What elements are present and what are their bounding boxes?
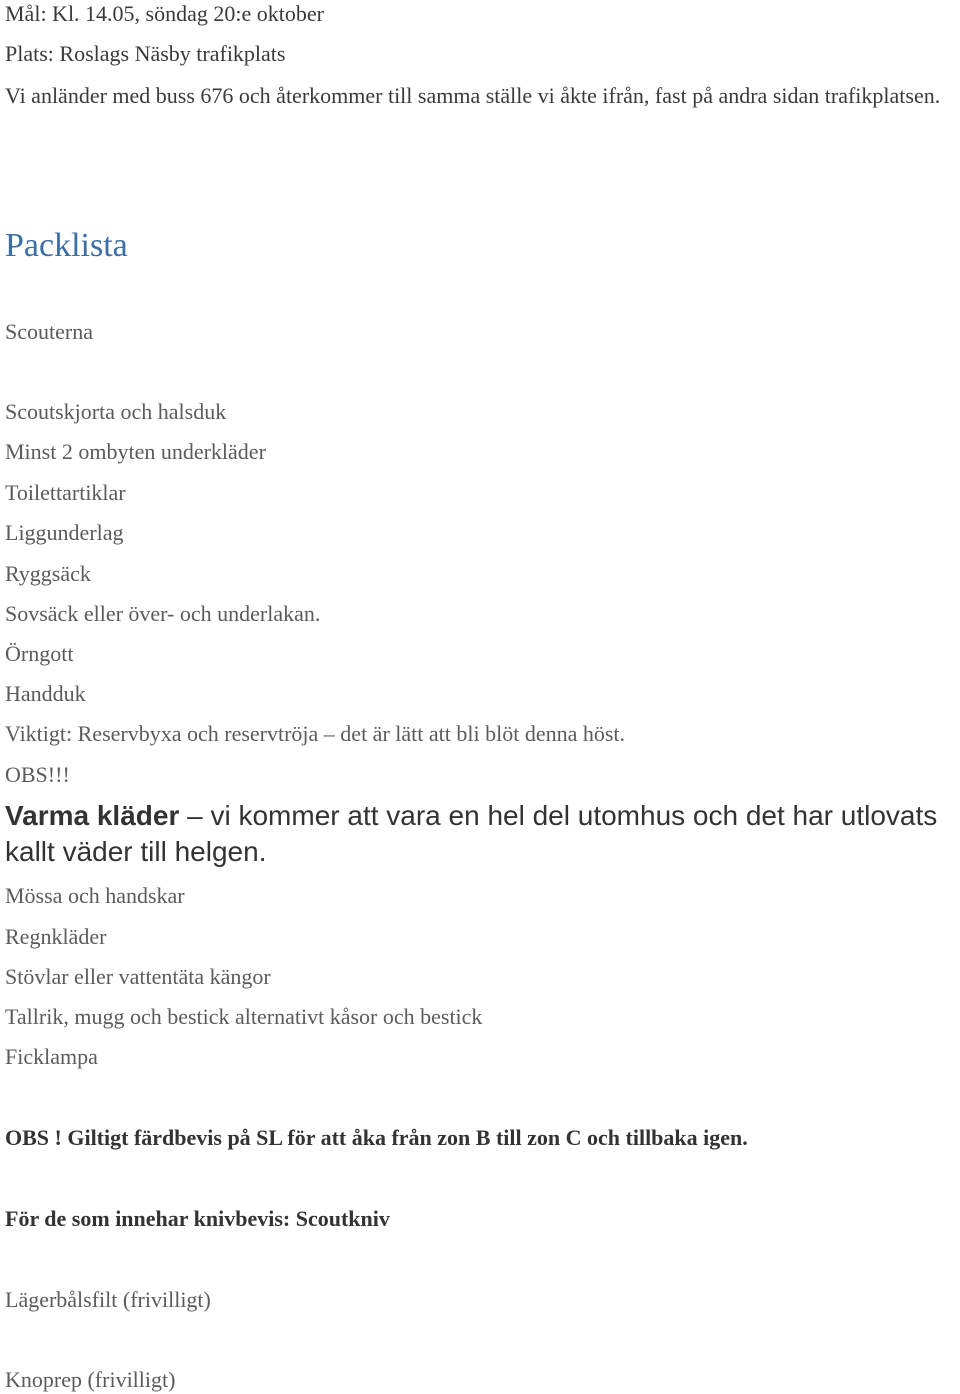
list-item: Tallrik, mugg och bestick alternativt kåsor och bestick [5, 1004, 483, 1029]
knife-note: För de som innehar knivbevis: Scoutkniv [5, 1206, 390, 1231]
list-item: Sovsäck eller över- och underlakan. [5, 601, 321, 626]
list-item: Toilettartiklar [5, 480, 126, 505]
list-item: Lägerbålsfilt (frivilligt) [5, 1287, 211, 1312]
list-item: Mössa och handskar [5, 883, 185, 908]
list-item: Scoutskjorta och halsduk [5, 399, 227, 424]
list-item: Ficklampa [5, 1044, 98, 1069]
list-item: Knoprep (frivilligt) [5, 1367, 176, 1392]
arrival-paragraph: Vi anländer med buss 676 och återkommer till samma ställe vi åkte ifrån, fast på andra sidan trafikplatsen. [5, 83, 941, 108]
page-title: Packlista [5, 227, 128, 264]
warm-clothes-text: – vi kommer att vara en hel del utomhus och det har utlovats kallt väder till helgen. [5, 800, 938, 867]
list-item: Minst 2 ombyten underkläder [5, 439, 266, 464]
section-subtitle: Scouterna [5, 319, 93, 344]
obs-label: OBS!!! [5, 762, 70, 787]
ticket-note: OBS ! Giltigt färdbevis på SL för att åka från zon B till zon C och tillbaka igen. [5, 1125, 748, 1150]
warm-clothes-emphasis: Varma kläder [5, 800, 180, 831]
goal-line: Mål: Kl. 14.05, söndag 20:e oktober [5, 1, 324, 26]
important-note: Viktigt: Reservbyxa och reservtröja – det är lätt att bli blöt denna höst. [5, 721, 626, 746]
list-item: Regnkläder [5, 924, 107, 949]
warm-clothes-paragraph [5, 798, 955, 870]
list-item: Stövlar eller vattentäta kängor [5, 964, 271, 989]
place-line: Plats: Roslags Näsby trafikplats [5, 41, 286, 66]
list-item: Ryggsäck [5, 561, 91, 586]
list-item: Liggunderlag [5, 520, 124, 545]
list-item: Örngott [5, 641, 74, 666]
list-item: Handduk [5, 681, 86, 706]
